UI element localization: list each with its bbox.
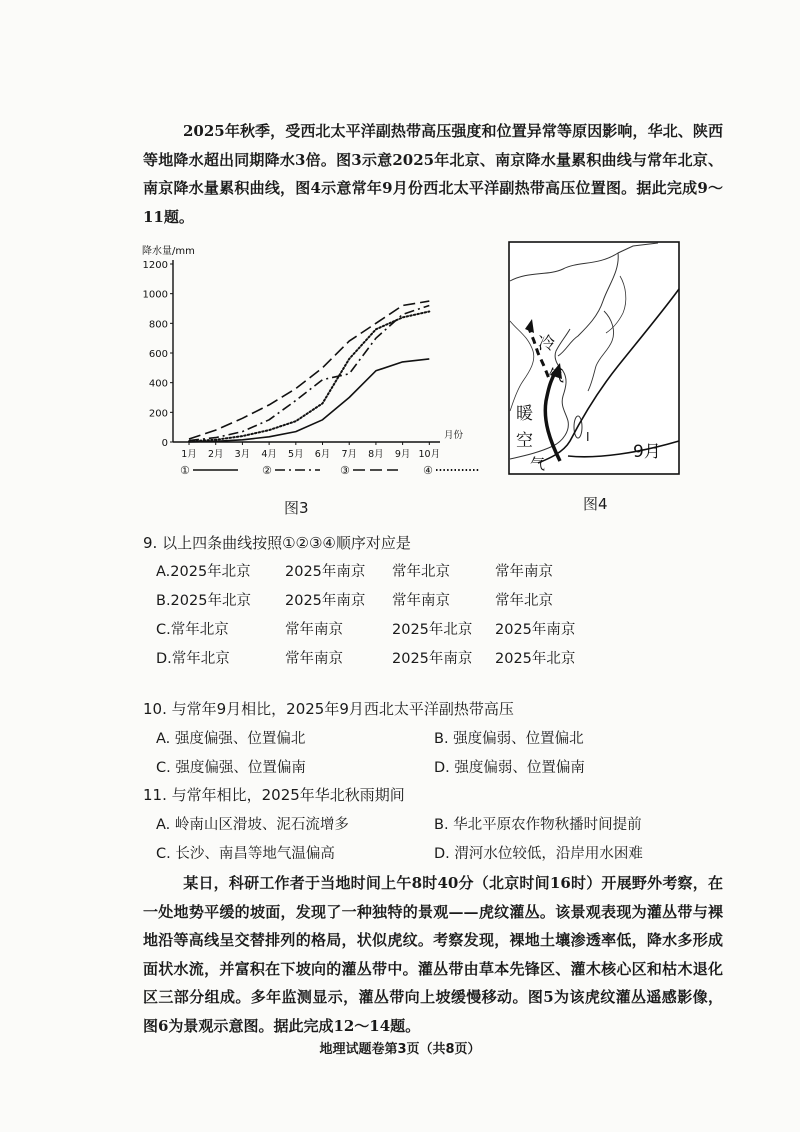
- x-tick-label-6: 6月: [314, 449, 331, 460]
- x-tick-label-5: 5月: [288, 449, 304, 460]
- label-air-cold: 气: [548, 366, 565, 385]
- page-footer: 地理试题卷第3页（共8页）: [319, 1042, 481, 1057]
- figure-4-map: [508, 241, 680, 475]
- intro-text: 2025年秋季，受西北太平洋副热带高压强度和位置异常等原因影响，华北、陕西等地降水超出同期降水3倍。图3示意2025年北京、南京降水量累积曲线与常年北京、南京降水量累积曲线，图4示意常年9月份西北太平洋副热带高压位置图。据此完成9～11题。: [143, 122, 723, 226]
- question-9-option-a-col-1: A.2025年北京: [156, 564, 251, 580]
- question-11-option-d: D. 渭河水位较低，沿岸用水困难: [434, 846, 643, 862]
- question-9-option-c-col-4: 2025年南京: [495, 622, 576, 638]
- question-10-option-a: A. 强度偏强、位置偏北: [156, 731, 306, 747]
- question-9-option-a-col-2: 2025年南京: [285, 564, 366, 580]
- passage-2-text: 某日，科研工作者于当地时间上午8时40分（北京时间16时）开展野外考察，在一处地势平缓的坡面，发现了一种独特的景观——虎纹灌丛。该景观表现为灌丛带与裸地沿等高线呈交替排列的格局，状似虎纹。考察发现，裸地土壤渗透率低，降水多形成面状水流，并富积在下坡向的灌丛带中。灌丛带由草本先锋区、灌木核心区和枯木退化区三部分组成。多年监测显示，灌丛带向上坡缓慢移动。图5为该虎纹灌丛遥感影像，图6为景观示意图。据此完成12～14题。: [143, 874, 723, 1035]
- question-9-option-a-col-4: 常年南京: [495, 564, 553, 580]
- y-tick-label-1200: 1200: [142, 260, 168, 271]
- intro-paragraph: [143, 117, 723, 231]
- y-tick-label-800: 800: [148, 319, 168, 331]
- label-warm: 暖: [516, 404, 533, 424]
- y-tick-label-1000: 1000: [142, 289, 168, 301]
- x-tick-label-3: 3月: [234, 449, 251, 460]
- x-tick-label-2: 2月: [207, 449, 224, 460]
- x-tick-label-1: 1月: [181, 449, 197, 460]
- legend-marker-2: ②: [262, 464, 272, 477]
- legend-marker-1: ①: [180, 464, 190, 477]
- y-tick-label-400: 400: [148, 378, 168, 390]
- figure-4-caption: 图4: [583, 495, 608, 513]
- question-9-option-d-col-3: 2025年南京: [392, 651, 473, 667]
- x-tick-label-10: 10月: [418, 449, 441, 460]
- question-11-stem: 11. 与常年相比，2025年华北秋雨期间: [143, 786, 405, 804]
- y-tick-label-0: 0: [161, 438, 168, 449]
- x-axis-label: 月份: [444, 430, 464, 441]
- question-9-stem: 9. 以上四条曲线按照①②③④顺序对应是: [143, 534, 411, 552]
- series-line-2: [189, 306, 429, 441]
- question-9-option-b-col-4: 常年北京: [495, 593, 553, 609]
- question-10-stem: 10. 与常年9月相比，2025年9月西北太平洋副热带高压: [143, 700, 514, 718]
- y-tick-label-600: 600: [148, 349, 168, 360]
- x-tick-label-8: 8月: [368, 449, 384, 460]
- question-11-option-b: B. 华北平原农作物秋播时间提前: [434, 817, 642, 833]
- question-9-option-d-col-4: 2025年北京: [495, 651, 576, 667]
- question-10-option-b: B. 强度偏弱、位置偏北: [434, 731, 584, 747]
- passage-2-paragraph: [143, 869, 723, 1040]
- question-9-option-b-col-3: 常年南京: [392, 593, 450, 609]
- label-cold: 冷: [538, 334, 555, 354]
- question-10-option-d: D. 强度偏弱、位置偏南: [434, 760, 585, 776]
- question-9-option-b-col-2: 2025年南京: [285, 593, 366, 609]
- figure-3-caption: 图3: [284, 499, 309, 517]
- question-9-option-a-col-3: 常年北京: [392, 564, 450, 580]
- y-tick-label-200: 200: [148, 408, 168, 420]
- question-10-option-c: C. 强度偏强、位置偏南: [156, 760, 306, 776]
- question-9-option-c-col-3: 2025年北京: [392, 622, 473, 638]
- x-tick-label-7: 7月: [341, 449, 357, 460]
- series-line-4: [189, 312, 429, 442]
- legend-marker-3: ③: [340, 464, 350, 477]
- x-tick-label-4: 4月: [261, 449, 277, 460]
- series-line-1: [189, 359, 429, 442]
- figure-3-chart: [140, 242, 464, 482]
- question-9-option-c-col-2: 常年南京: [285, 622, 343, 638]
- question-9-option-b-col-1: B.2025年北京: [156, 593, 251, 609]
- y-axis-label: 降水量/mm: [142, 246, 195, 257]
- question-9-option-d-col-2: 常年南京: [285, 651, 343, 667]
- question-11-option-c: C. 长沙、南昌等地气温偏高: [156, 846, 335, 862]
- question-9-option-d-col-1: D.常年北京: [156, 651, 230, 667]
- label-air-warm-2: 气: [530, 455, 546, 473]
- label-september: 9月: [633, 442, 661, 462]
- label-roman: Ⅰ: [586, 430, 590, 444]
- legend-marker-4: ④: [423, 464, 433, 477]
- map-frame: [509, 242, 679, 474]
- question-11-option-a: A. 岭南山区滑坡、泥石流增多: [156, 817, 349, 833]
- label-air-warm-1: 空: [516, 431, 533, 451]
- x-tick-label-9: 9月: [394, 449, 411, 460]
- question-9-option-c-col-1: C.常年北京: [156, 622, 229, 638]
